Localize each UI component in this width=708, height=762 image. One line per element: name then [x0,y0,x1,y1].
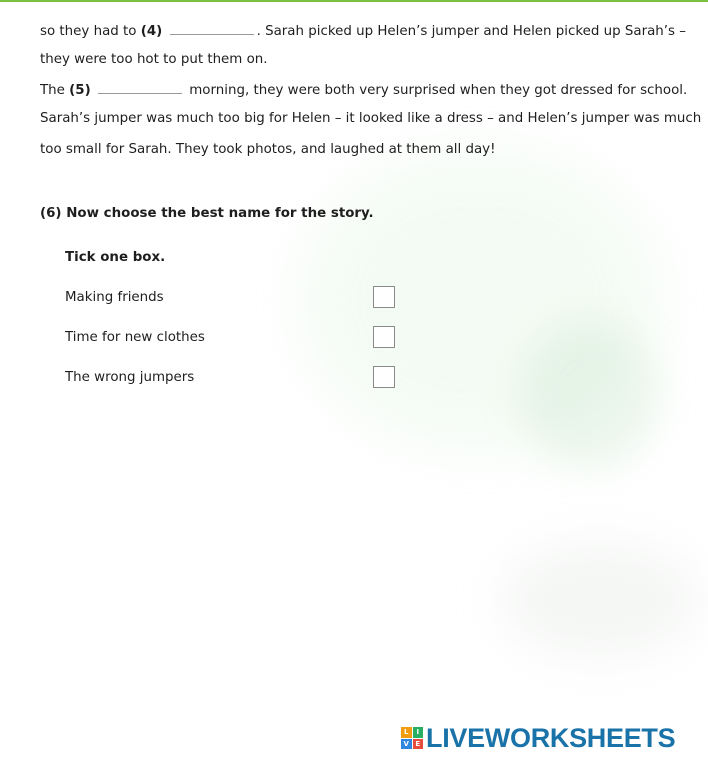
tick-box-making-friends[interactable] [373,286,395,308]
logo-mark-letter: L [401,727,412,738]
passage-line-4: Sarah’s jumper was much too big for Helen – it looked like a dress – and Helen’s jumper was much [40,111,702,126]
passage-line-2: they were too hot to put them on. [40,52,268,67]
question-6: (6) Now choose the best name for the story. [40,206,374,221]
passage-line-1 [40,21,686,41]
answer-blank-4[interactable] [170,21,254,35]
passage-line-5: too small for Sarah. They took photos, and laughed at them all day! [40,142,496,157]
liveworksheets-logo[interactable] [401,724,675,752]
answer-blank-5[interactable] [98,80,182,94]
option-making-friends [65,286,400,312]
logo-text: LIVEWORKSHEETS [426,723,676,753]
option-time-for-new-clothes [65,326,400,352]
background-wash [520,320,660,470]
option-label: The wrong jumpers [65,370,195,385]
option-the-wrong-jumpers [65,366,400,392]
background-wash [500,540,700,660]
tick-box-time-for-new-clothes[interactable] [373,326,395,348]
option-label: Time for new clothes [65,330,205,345]
passage-text: so they had to [40,24,141,39]
blank-number-5: (5) [69,83,91,98]
logo-mark-letter: I [413,727,424,738]
passage-line-3 [40,80,687,100]
logo-mark-letter: E [413,739,424,750]
option-label: Making friends [65,290,164,305]
logo-mark-letter: V [401,739,412,750]
logo-mark-icon [401,727,423,749]
tick-instruction: Tick one box. [65,250,166,265]
blank-number-4: (4) [140,24,163,39]
passage-text: . Sarah picked up Helen’s jumper and Helen picked up Sarah’s – [256,24,686,39]
passage-text: morning, they were both very surprised when they got dressed for school. [185,83,688,98]
top-rule [0,0,708,2]
passage-text: The [40,83,70,98]
tick-box-the-wrong-jumpers[interactable] [373,366,395,388]
